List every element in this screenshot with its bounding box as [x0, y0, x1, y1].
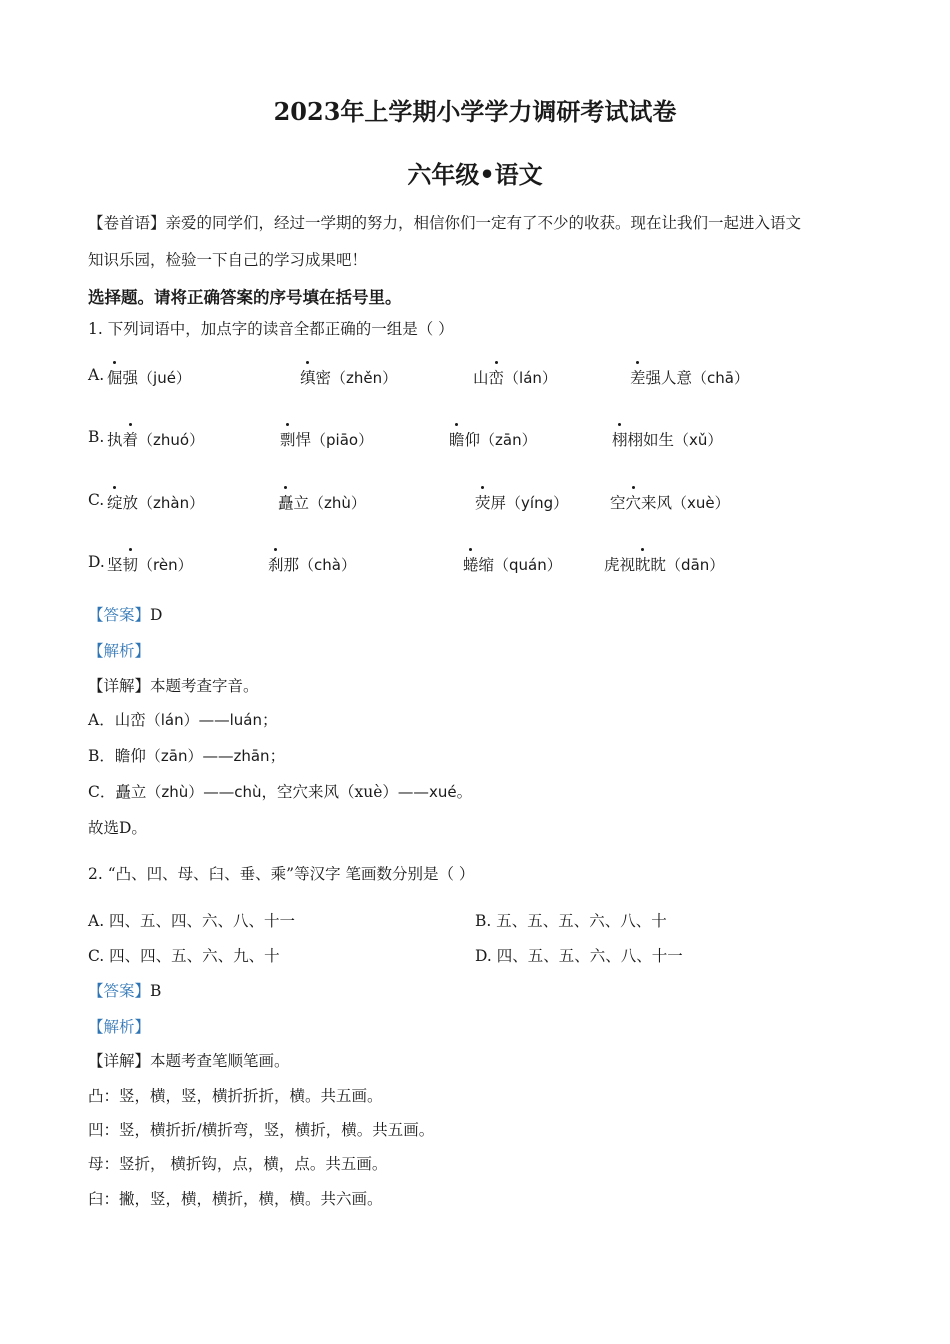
q2-option-d: D. 四、五、五、六、八、十一 — [475, 947, 683, 965]
q2-stroke-line: 凹：竖，横折折/横折弯，竖，横折，横。共五画。 — [88, 1121, 435, 1139]
q1-option-item: 荧屏（yíng） — [475, 491, 568, 513]
q1-option-item: 差强人意（chā） — [630, 366, 749, 388]
answer-value: B — [150, 982, 162, 1000]
q1-detail-line-a: A．山峦（lán）——luán； — [88, 711, 278, 729]
q2-stroke-line: 母：竖折， 横折钩，点，横，点。共五画。 — [88, 1155, 388, 1173]
q2-answer — [88, 979, 161, 1001]
section-heading: 选择题。请将正确答案的序号填在括号里。 — [88, 288, 402, 307]
q2-stroke-line: 凸：竖，横，竖，横折折折，横。共五画。 — [88, 1087, 383, 1105]
q1-option-item: 坚韧（rèn） — [107, 553, 193, 575]
page-title: 2023年上学期小学学力调研考试试卷 — [273, 97, 677, 126]
answer-tag: 【答案】 — [88, 606, 151, 624]
q1-answer — [88, 603, 162, 625]
answer-tag: 【答案】 — [88, 982, 151, 1000]
q2-option-b: B. 五、五、五、六、八、十 — [475, 912, 667, 930]
q1-stem: 1. 下列词语中，加点字的读音全都正确的一组是（ ） — [88, 320, 454, 338]
intro-tag: 【卷首语】 — [88, 214, 166, 232]
q1-detail-line-b: B．瞻仰（zān）——zhān； — [88, 747, 286, 765]
q1-detail: 【详解】本题考查字音。 — [88, 677, 259, 695]
intro-line-1: 【卷首语】亲爱的同学们，经过一学期的努力，相信你们一定有了不少的收获。现在让我们一起进入语文 — [88, 214, 802, 232]
q2-option-c: C. 四、四、五、六、九、十 — [88, 947, 280, 965]
intro-line-2: 知识乐园，检验一下自己的学习成果吧！ — [88, 251, 368, 269]
q1-option-item: 绽放（zhàn） — [107, 491, 204, 513]
q2-stroke-line: 臼：撇，竖，横，横折，横，横。共六画。 — [88, 1190, 383, 1208]
answer-value: D — [150, 606, 163, 624]
q2-analysis-tag: 【解析】 — [88, 1018, 151, 1036]
q1-conclusion: 故选D。 — [88, 819, 147, 837]
q1-option-d-letter: D. — [88, 553, 105, 571]
q1-analysis-tag: 【解析】 — [88, 642, 151, 660]
q1-option-item: 山峦（lán） — [473, 366, 557, 388]
q1-option-item: 蜷缩（quán） — [463, 553, 562, 575]
q2-stem: 2. “凸、凹、母、臼、垂、乘”等汉字 笔画数分别是（ ） — [88, 865, 475, 883]
q1-detail-line-c: C．矗立（zhù）——chù，空穴来风（xuè）——xué。 — [88, 783, 473, 801]
q1-option-b-letter: B. — [88, 428, 105, 446]
q1-option-item: 栩栩如生（xǔ） — [612, 428, 722, 450]
q1-option-item: 剽悍（piāo） — [280, 428, 373, 450]
q1-option-item: 矗立（zhù） — [278, 491, 366, 513]
page-subtitle: 六年级•语文 — [407, 160, 543, 189]
q1-option-item: 执着（zhuó） — [107, 428, 204, 450]
q1-option-item: 瞻仰（zān） — [449, 428, 537, 450]
q2-option-a: A. 四、五、四、六、八、十一 — [88, 912, 296, 930]
q1-option-c-letter: C. — [88, 491, 105, 509]
q1-option-item: 倔强（jué） — [107, 366, 191, 388]
q2-detail: 【详解】本题考查笔顺笔画。 — [88, 1052, 290, 1070]
q1-option-a-letter: A. — [88, 366, 105, 384]
q1-option-item: 刹那（chà） — [268, 553, 356, 575]
q1-option-item: 缜密（zhěn） — [300, 366, 397, 388]
q1-option-item: 虎视眈眈（dān） — [604, 553, 724, 575]
q1-option-item: 空穴来风（xuè） — [610, 491, 730, 513]
